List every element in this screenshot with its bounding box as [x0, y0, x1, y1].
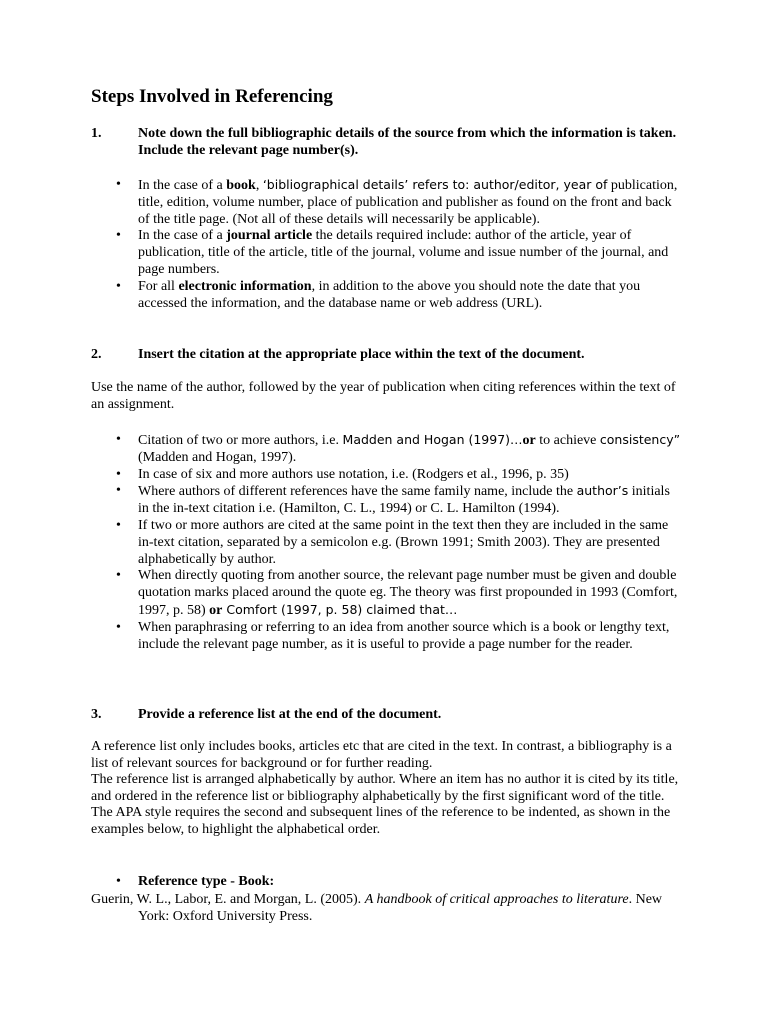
section-3-heading: Provide a reference list at the end of the document.	[138, 707, 442, 722]
list-item	[138, 467, 683, 484]
bullet-text: In case of six and more authors use notation, i.e. (Rodgers et al., 1996, p. 35)	[138, 466, 569, 482]
list-item	[138, 177, 683, 228]
bullet-bold: electronic information	[178, 278, 312, 294]
list-item	[138, 620, 683, 654]
page-title: Steps Involved in Referencing	[91, 86, 333, 107]
section-1-bullet-list	[138, 177, 683, 312]
reference-authors: Guerin, W. L., Labor, E. and Morgan, L. (2005).	[91, 892, 365, 907]
reference-type-label: • Reference type - Book:	[138, 874, 274, 890]
bullet-text: the details required include: author of the article, year of publication, title of the article, title of the journal, volume and issue number of the journal, and page numbers.	[138, 228, 669, 277]
reference-title: A handbook of critical approaches to literature	[364, 892, 629, 907]
list-item	[138, 518, 683, 568]
bullet-text: When directly quoting from another source, the relevant page number must be given and double quotation marks placed around the quote eg. The theory was first propounded in 1993 (Comfort, 1997, p. 58)	[138, 568, 678, 618]
list-item	[138, 568, 683, 619]
list-item	[138, 483, 683, 518]
reference-example	[91, 891, 681, 925]
bullet-text: (Madden and Hogan, 1997).	[138, 449, 297, 465]
section-1-heading: Note down the full bibliographic details of the source from which the information is taken. Include the relevant page number(s).	[138, 126, 677, 158]
section-3-number: 3.	[91, 707, 102, 722]
paragraph-line: A reference list only includes books, articles etc that are cited in the text. In contrast, a bibliography is a list of relevant sources for background or for further reading.	[91, 739, 672, 771]
section-2-bullet-list	[138, 432, 683, 653]
bullet-sans-text: ‘bibliographical details’ refers to: author/editor, year of	[262, 177, 608, 192]
bullet-text: For all	[138, 278, 179, 294]
bullet-text: initials in the in-text citation i.e. (Hamilton, C. L., 1994) or C. L. Hamilton (1994).	[138, 484, 670, 517]
bullet-text: , in addition to the above you should note the date that you accessed the information, and the database name or web address (URL).	[138, 278, 641, 311]
bullet-sans-text: Madden and Hogan (1997)…	[342, 432, 523, 447]
reference-publisher: . New York: Oxford University Press.	[138, 892, 663, 924]
paragraph-line: The reference list is arranged alphabetically by author. Where an item has no author it is cited by its title, and ordered in the reference list or bibliography alphabetically by the first significant word of the title.	[91, 772, 679, 804]
bullet-text: to achieve	[535, 433, 600, 448]
bullet-bold: book	[226, 178, 256, 193]
bullet-text: If two or more authors are cited at the same point in the text then they are included in the same in-text citation, separated by a semicolon e.g. (Brown 1991; Smith 2003). They are presented alphabetically by author.	[138, 517, 669, 567]
bullet-text: Where authors of different references have the same family name, include the	[138, 484, 577, 500]
bullet-text: When paraphrasing or referring to an idea from another source which is a book or lengthy text, include the relevant page number, as it is useful to provide a page number for the reader.	[138, 619, 670, 652]
bullet-text: ,	[255, 178, 263, 193]
section-2-heading: Insert the citation at the appropriate place within the text of the document.	[138, 347, 585, 362]
bullet-bold: or	[209, 602, 223, 618]
bullet-sans-text: consistency”	[599, 432, 681, 447]
section-1-number: 1.	[91, 126, 102, 141]
section-2-number: 2.	[91, 347, 102, 362]
bullet-text: publication, title, edition, volume number, place of publication and publisher as found on the front and back of the title page. (Not all of these details will necessarily be applicable).	[138, 178, 678, 227]
bullet-text: In the case of a	[138, 178, 227, 193]
bullet-bold: or	[522, 433, 536, 448]
section-3-paragraph	[91, 739, 681, 839]
paragraph-line: The APA style requires the second and subsequent lines of the reference to be indented, as shown in the examples below, to highlight the alphabetical order.	[91, 805, 671, 837]
list-item	[138, 228, 683, 278]
list-item	[138, 279, 683, 313]
section-2-intro: Use the name of the author, followed by the year of publication when citing references within the text of an assignment.	[91, 380, 676, 412]
bullet-sans-text: Comfort (1997, p. 58) claimed that…	[222, 601, 458, 617]
bullet-text: In the case of a	[138, 228, 227, 244]
list-item	[138, 432, 683, 467]
bullet-text: Citation of two or more authors, i.e.	[138, 433, 343, 448]
bullet-sans-text: author’s	[576, 483, 629, 499]
bullet-bold: journal article	[226, 228, 313, 244]
